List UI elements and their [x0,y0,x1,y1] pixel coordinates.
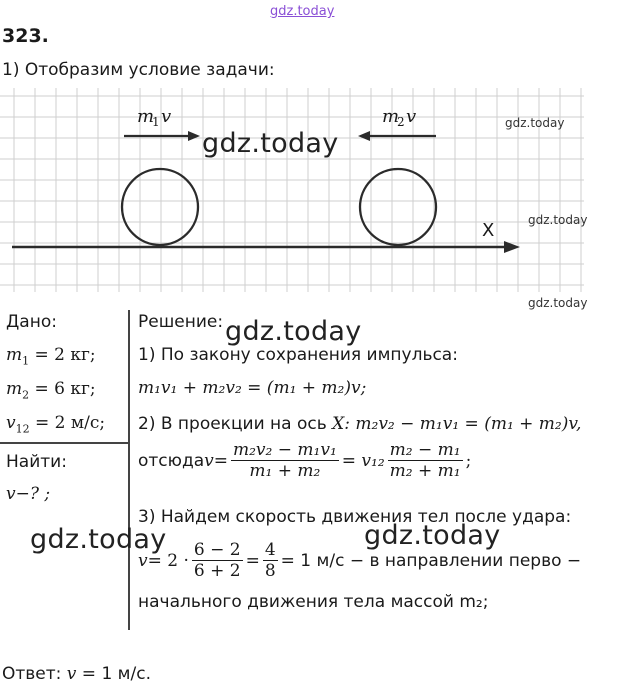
fraction-1-denominator: m₁ + m₂ [249,461,321,481]
collision-diagram [0,80,620,298]
fraction-4-numerator: 4 [264,540,276,560]
watermark-small-2: gdz.today [528,213,588,227]
fraction-4-denominator: 8 [264,561,276,581]
fraction-1-numerator: m₂v₂ − m₁v₁ [233,440,337,460]
find-header: Найти: [6,452,67,472]
answer-prefix: Ответ: [2,664,67,684]
formula-mid: = v₁₂ [341,450,385,471]
fraction-2-denominator: m₂ + m₁ [389,461,461,481]
given-m1-value: = 2 кг; [29,345,96,365]
formula-v: v [204,450,214,471]
solution-step-3: 3) Найдем скорость движения тел после удара: [138,507,572,527]
fraction-2-numerator: m₂ − m₁ [389,440,461,460]
left-velocity-arrow [124,131,200,141]
label-m1-m: m [137,106,155,127]
formula-prefix: отсюда [138,450,205,471]
given-m2-value: = 6 кг; [29,379,96,399]
diagram-grid [0,88,584,292]
fraction-3 [192,540,243,581]
fraction-4 [263,540,278,581]
formula-equals: = [213,450,228,471]
given-m2 [6,379,96,401]
watermark-big-1: gdz.today [202,128,339,159]
label-m2-sub: 2 [397,115,405,129]
momentum-equation: m₁v₁ + m₂v₂ = (m₁ + m₂)v; [138,378,367,398]
label-m2-v: v [406,106,417,127]
label-m2-m: m [382,106,400,127]
calc-eq-3: = 1 м/с − в направлении перво − [280,550,582,571]
problem-number [2,25,49,47]
right-velocity-arrow [358,131,436,141]
given-v12-value: = 2 м/с; [29,413,106,433]
step-2-prefix: 2) В проекции на ось [138,414,333,434]
watermark-small-1: gdz.today [505,116,565,130]
given-v12 [6,413,105,435]
velocity-formula [138,440,471,481]
answer-value: = 1 м/с. [76,664,151,684]
column-divider [128,310,130,630]
watermark-big-4: gdz.today [364,520,501,551]
label-m1-v: v [161,106,172,127]
calc-eq-2: = [245,550,260,571]
solution-step-2 [138,414,581,434]
label-m1-sub: 1 [152,115,160,129]
fraction-1 [231,440,339,481]
given-header: Дано: [6,312,57,332]
watermark-big-3: gdz.today [30,524,167,555]
given-m1 [6,345,96,367]
fraction-3-numerator: 6 − 2 [193,540,241,560]
watermark-big-2: gdz.today [225,316,362,347]
fraction-2 [388,440,463,481]
watermark-link[interactable]: gdz.today [270,4,335,19]
answer-v: v [66,664,77,684]
step-1-heading: 1) Отобразим условие задачи: [2,60,275,80]
problem-number-value: 323 [2,25,42,47]
calc-eq-1: = 2 · [147,550,189,571]
solution-step-1: 1) По закону сохранения импульса: [138,345,458,365]
watermark-small-3: gdz.today [528,296,588,310]
given-find-divider [0,442,128,444]
given-m2-subscript: 2 [22,388,30,402]
given-v12-symbol: v [6,413,16,433]
find-value: v−? ; [6,484,51,504]
solution-header: Решение: [138,312,224,332]
given-m1-subscript: 1 [22,354,30,368]
step-2-axis: X [332,414,345,434]
velocity-calculation [138,540,581,581]
given-m2-symbol: m [6,379,23,399]
step-2-equation: : m₂v₂ − m₁v₁ = (m₁ + m₂)v, [344,414,582,434]
given-m1-symbol: m [6,345,23,365]
axis-label-x: X [482,220,495,241]
problem-number-suffix: . [41,25,49,47]
formula-end: ; [465,450,472,471]
solution-step-3-continued: начального движения тела массой m₂; [138,592,489,612]
answer-line [2,664,151,684]
given-v12-subscript: 12 [15,422,30,436]
calc-v: v [138,550,148,571]
fraction-3-denominator: 6 + 2 [193,561,241,581]
